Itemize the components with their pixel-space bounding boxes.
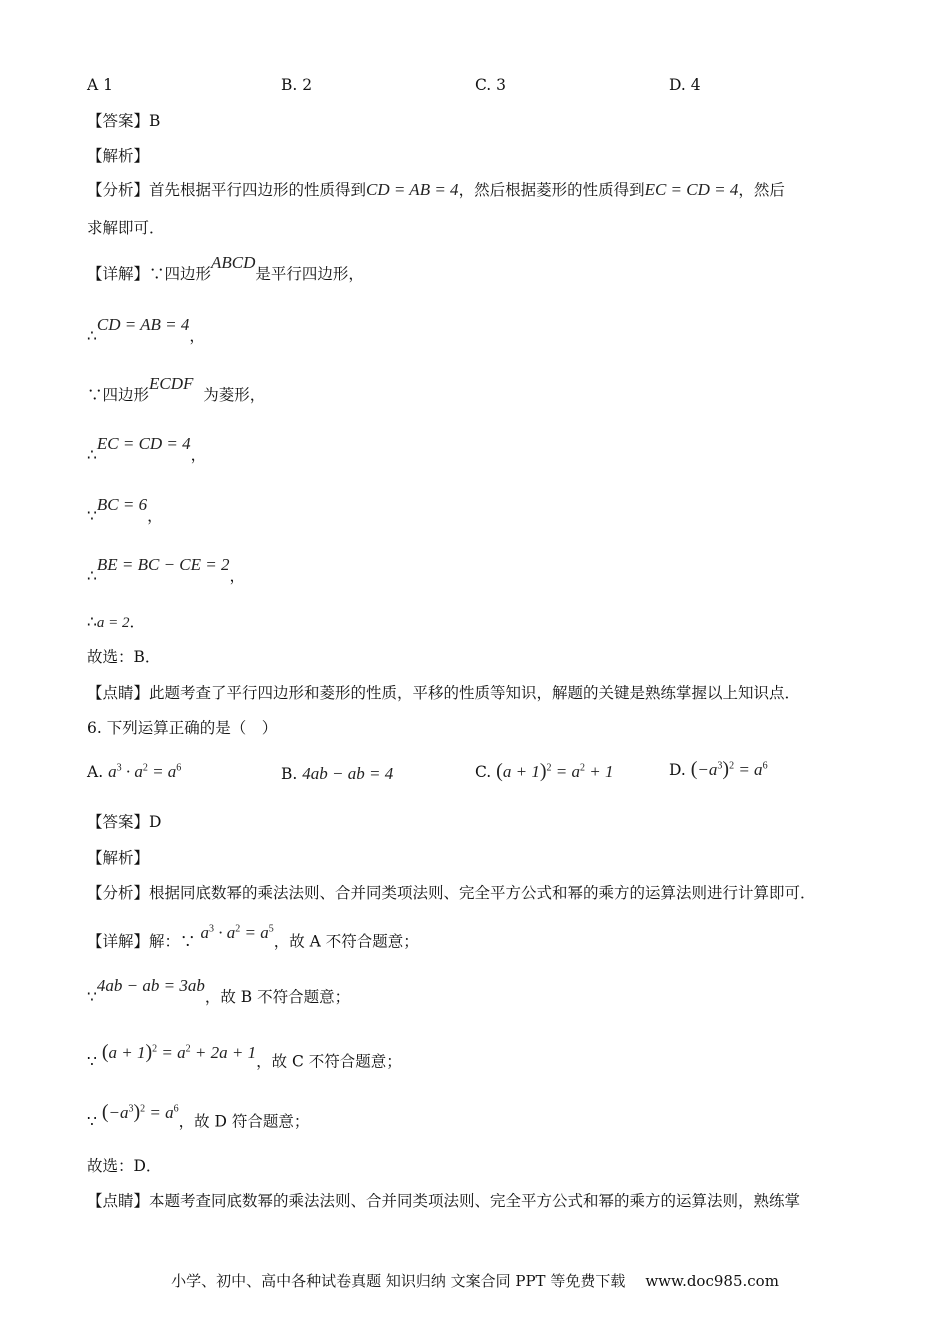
- q6-detail-line3: ∵ $(a + 1)^2 = a^2 + 2a + 1$，故 C 不符合题意；: [87, 1040, 402, 1071]
- q5-fenxi: 【分析】首先根据平行四边形的性质得到CD = AB = 4，然后根据菱形的性质得到EC = CD = 4，然后: [87, 180, 785, 199]
- math-cd-ab: CD = AB = 4: [366, 180, 459, 199]
- q6-analysis-label: 【解析】: [87, 849, 150, 867]
- footer-url[interactable]: www.doc985.com: [645, 1272, 779, 1290]
- q5-detail-line2: ∴CD = AB = 4，: [87, 315, 205, 345]
- q5-detail-line4: ∴EC = CD = 4，: [87, 434, 207, 464]
- detail-label: 【详解】: [87, 265, 150, 283]
- q6-detail-line4: ∵ $(-a^3)^2 = a^6$，故 D 符合题意；: [87, 1100, 310, 1131]
- q6-option-d: D. $(-a^3)^2 = a^6$: [669, 758, 768, 780]
- q5-detail-line7: ∴a = 2．: [87, 613, 146, 631]
- q5-detail-line6: ∴BE = BC − CE = 2，: [87, 555, 246, 585]
- math-ec-cd: EC = CD = 4: [644, 180, 739, 199]
- q5-option-b: B. 2: [281, 76, 313, 94]
- q6-comment: 【点睛】本题考查同底数幂的乘法法则、合并同类项法则、完全平方公式和幂的乘方的运算法则，熟练掌: [87, 1192, 801, 1210]
- q6-detail-line1: 【详解】解：∵ $a^3 \cdot a^2 = a^5$，故 A 不符合题意；: [87, 922, 419, 951]
- page-footer: [0, 1270, 950, 1291]
- q6-option-b: B. 4ab − ab = 4: [281, 764, 394, 783]
- q5-choose: 故选：B．: [87, 648, 161, 666]
- q5-option-c: C. 3: [475, 76, 507, 94]
- comment-label: 【点睛】: [87, 684, 150, 702]
- q5-option-d: D. 4: [669, 76, 701, 94]
- q6-option-a: A. $a^3 \cdot a^2 = a^6$: [87, 762, 182, 781]
- q5-fenxi-line2: 求解即可．: [87, 219, 165, 237]
- q5-answer: 【答案】B: [87, 112, 161, 130]
- q5-detail-line3: ∵四边形ECDF 为菱形，: [87, 374, 266, 404]
- q6-detail-line2: ∵4ab − ab = 3ab，故 B 不符合题意；: [87, 976, 351, 1006]
- q6-answer: 【答案】D: [87, 813, 162, 831]
- q5-analysis-label: 【解析】: [87, 147, 150, 165]
- q5-comment: 【点睛】此题考查了平行四边形和菱形的性质，平移的性质等知识，解题的关键是熟练掌握以上知识点．: [87, 684, 801, 702]
- q5-detail-line5: ∵BC = 6，: [87, 495, 163, 525]
- q6-choose: 故选：D．: [87, 1157, 162, 1175]
- q5-option-a: A 1: [87, 76, 113, 94]
- q6-option-c: C. $(a + 1)^2 = a^2 + 1$: [475, 760, 614, 782]
- fenxi-label: 【分析】: [87, 181, 150, 199]
- q5-detail-line1: 【详解】∵四边形ABCD是平行四边形，: [87, 253, 364, 283]
- q6-fenxi: 【分析】根据同底数幂的乘法法则、合并同类项法则、完全平方公式和幂的乘方的运算法则进行计算即可．: [87, 884, 816, 902]
- q6-stem: 6. 下列运算正确的是（ ）: [87, 719, 278, 737]
- footer-text: 小学、初中、高中各种试卷真题 知识归纳 文案合同 PPT 等免费下载: [171, 1272, 626, 1290]
